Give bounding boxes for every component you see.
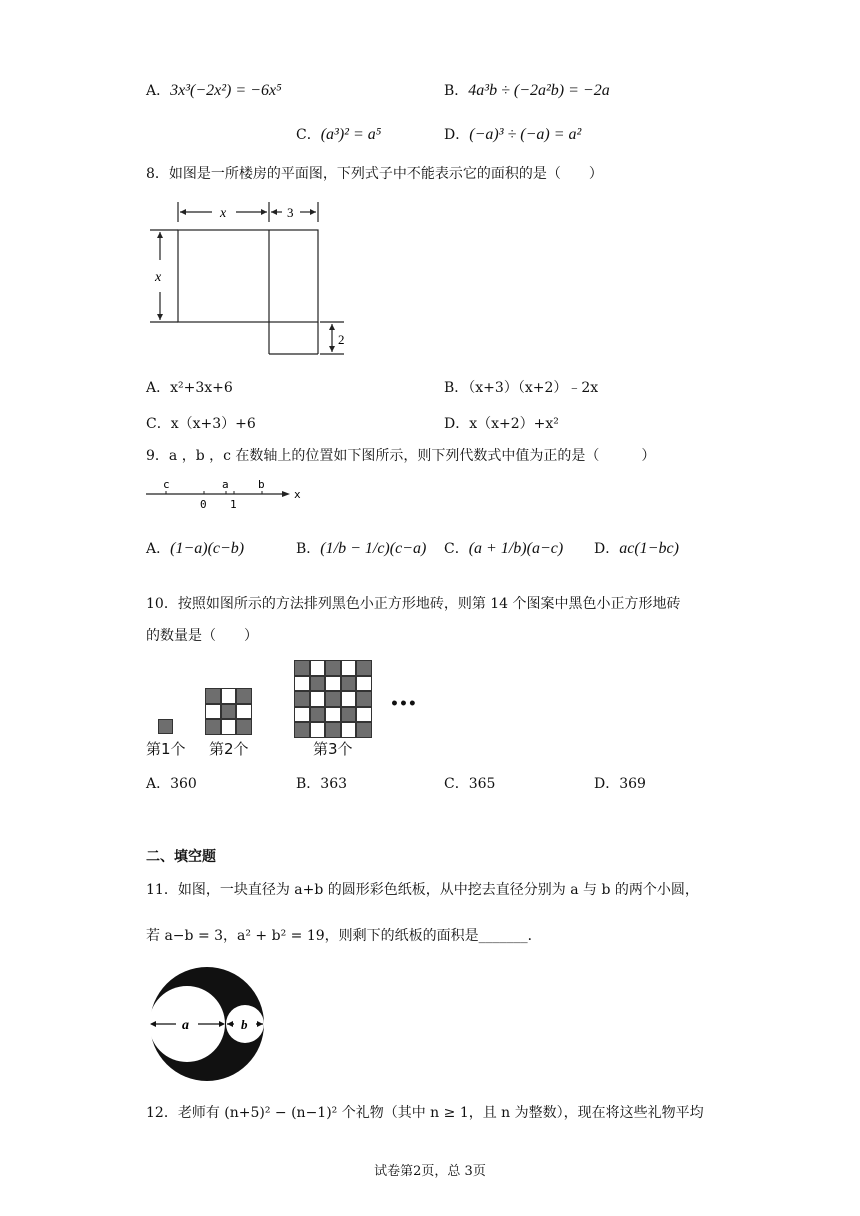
tile-black [356, 660, 372, 676]
q10-stem-line1: 10．按照如图所示的方法排列黑色小正方形地砖，则第 14 个图案中黑色小正方形地砖 [146, 596, 681, 612]
tile-black [294, 691, 310, 707]
q9-zero: 0 [200, 498, 207, 511]
q10-label-1: 第1个 [146, 740, 186, 758]
tile-black [221, 704, 237, 720]
tile-black [205, 688, 221, 704]
tile-white [356, 707, 372, 723]
tile-black [356, 691, 372, 707]
tile-white [356, 676, 372, 692]
q7-option-c: C．(a³)² = a⁵ [296, 126, 382, 143]
q7-option-b: B．4a³b ÷ (−2a²b) = −2a [444, 82, 610, 99]
tile-white [310, 691, 326, 707]
q8-option-d: D．x（x+2）+x² [444, 416, 559, 432]
q8-floorplan-figure [140, 200, 360, 360]
tile-black [325, 691, 341, 707]
q9-x-label: x [294, 488, 301, 501]
tile-white [221, 688, 237, 704]
tile-black [236, 719, 252, 735]
q8-left-label: x [155, 270, 162, 285]
q8-top-label: x [220, 206, 227, 221]
tile-white [341, 722, 357, 738]
tile-black [294, 660, 310, 676]
q10-label-2: 第2个 [209, 740, 249, 758]
page-footer: 试卷第2页，总 3页 [374, 1164, 486, 1179]
tile-white [325, 707, 341, 723]
tile-black [236, 688, 252, 704]
tile-black [158, 719, 173, 734]
tile-white [310, 722, 326, 738]
tile-black [325, 660, 341, 676]
q11-line2: 若 a−b = 3，a² + b² = 19，则剩下的纸板的面积是_______． [146, 928, 542, 944]
q8-small-label: 2 [338, 332, 345, 347]
q9-one: 1 [230, 498, 237, 511]
q9-option-c: C．(a + 1/b)(a−c) [444, 540, 564, 557]
q8-stem: 8．如图是一所楼房的平面图，下列式子中不能表示它的面积的是（ ） [146, 166, 603, 182]
q9-point-a: a [222, 478, 229, 491]
tile-white [236, 704, 252, 720]
q11-circle-figure [146, 966, 268, 1082]
q9-point-c: c [163, 478, 170, 491]
q10-option-c: C．365 [444, 776, 496, 792]
q10-option-d: D．369 [594, 776, 646, 792]
tile-white [341, 660, 357, 676]
q9-option-d: D．ac(1−bc) [594, 540, 679, 557]
q9-stem: 9．a ，b ，c 在数轴上的位置如下图所示，则下列代数式中值为正的是（ ） [146, 448, 656, 464]
q11-label-b: b [241, 1017, 248, 1032]
tile-white [341, 691, 357, 707]
q9-point-b: b [258, 478, 265, 491]
tile-white [221, 719, 237, 735]
tile-black [205, 719, 221, 735]
tile-white [294, 676, 310, 692]
q11-label-a: a [182, 1018, 189, 1033]
q10-option-a: A．360 [146, 776, 197, 792]
tile-black [341, 676, 357, 692]
tile-black [310, 676, 326, 692]
tile-black [341, 707, 357, 723]
tile-white [325, 676, 341, 692]
tile-black [356, 722, 372, 738]
tile-white [310, 660, 326, 676]
q8-option-c: C．x（x+3）+6 [146, 416, 256, 432]
q10-label-3: 第3个 [313, 740, 353, 758]
q11-line1: 11．如图，一块直径为 a+b 的圆形彩色纸板，从中挖去直径分别为 a 与 b 的两个小圆， [146, 882, 699, 898]
tile-black [310, 707, 326, 723]
tile-white [294, 707, 310, 723]
q9-option-a: A．(1−a)(c−b) [146, 540, 245, 557]
q9-number-line [144, 476, 314, 512]
tile-white [205, 704, 221, 720]
q10-ellipsis: ••• [390, 696, 417, 712]
q10-stem-line2: 的数量是（ ） [146, 628, 258, 644]
q8-option-b: B．（x+3）（x+2）﹣2x [444, 380, 599, 396]
tile-black [325, 722, 341, 738]
section-heading: 二、填空题 [146, 849, 216, 865]
q8-right-label: 3 [287, 205, 294, 220]
q12-line1: 12．老师有 (n+5)² − (n−1)² 个礼物（其中 n ≥ 1，且 n 为整数），现在将这些礼物平均 [146, 1105, 704, 1121]
q9-option-b: B．(1/b − 1/c)(c−a) [296, 540, 427, 557]
q7-option-a: A．3x³(−2x²) = −6x⁵ [146, 82, 282, 99]
q7-option-d: D．(−a)³ ÷ (−a) = a² [444, 126, 582, 143]
q8-option-a: A．x²+3x+6 [146, 380, 233, 396]
tile-black [294, 722, 310, 738]
q10-option-b: B．363 [296, 776, 348, 792]
